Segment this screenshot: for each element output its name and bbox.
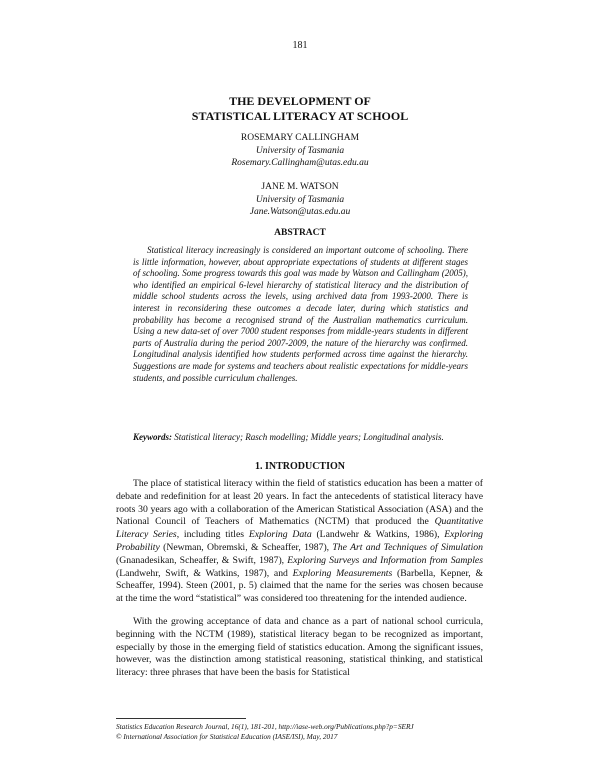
journal-citation: Statistics Education Research Journal, 16(1), 181-201, http://iase-web.org/Publications.php?p=SERJ — [116, 722, 414, 731]
author-email: Jane.Watson@utas.edu.au — [249, 207, 351, 217]
keywords — [133, 432, 468, 444]
abstract-text: Statistical literacy increasingly is considered an important outcome of schooling. There is little information, however, about appropriate expectations of students at different stages of schooling. Some progress towards this goal was made by Watson and Callingham (2005), who identified an empirical 6-level hierarchy of statistical literacy and the distribution of middle school students across the levels, using archived data from 1993-2000. There is interest in reconsidering these outcomes a decade later, during which statistics and probability has become a recognised strand of the Australian mathematics curriculum. Using a new data-set of over 7000 student responses from middle-years students in different parts of Australia during the period 2007-2009, the nature of the hierarchy was confirmed. Longitudinal analysis identified how students performed across time against the hierarchy. Suggestions are made for systems and teachers about realistic expectations for middle-years students, and possible curriculum challenges. — [133, 245, 468, 383]
journal-footer — [116, 722, 516, 741]
title-line-1: THE DEVELOPMENT OF — [229, 94, 371, 108]
section-heading-introduction: 1. INTRODUCTION — [254, 461, 345, 472]
author-name: ROSEMARY CALLINGHAM — [240, 133, 360, 143]
intro-paragraph-1: The place of statistical literacy within the field of statistics education has been a matter of debate and redefinition for at least 20 years. In fact the antecedents of statistical literacy have roots 30 years ago with a collaboration of the American Statistical Association (ASA) and the National Council of Teachers of Mathematics (NCTM) that produced the Quantitative Literacy Series, including titles Exploring Data (Landwehr & Watkins, 1986), Exploring Probability (Newman, Obremski, & Scheaffer, 1987), The Art and Techniques of Simulation (Gnanadesikan, Scheaffer, & Swift, 1987), Exploring Surveys and Information from Samples (Landwehr, Swift, & Watkins, 1987), and Exploring Measurements (Barbella, Kepner, & Scheaffer, 1994). Steen (2001, p. 5) claimed that the name for the series was chosen because at the time the word “statistical” was considered too threatening for the intended audience. — [116, 478, 484, 605]
footnote-divider — [116, 718, 246, 719]
paper-title — [0, 94, 600, 124]
title-line-2: STATISTICAL LITERACY AT SCHOOL — [191, 109, 409, 123]
author-block-2 — [0, 181, 600, 219]
keywords-text: Statistical literacy; Rasch modelling; Middle years; Longitudinal analysis. — [174, 432, 444, 442]
author-block-1 — [0, 132, 600, 170]
author-affiliation: University of Tasmania — [255, 145, 345, 156]
keywords-label: Keywords: — [133, 432, 172, 442]
abstract-heading: ABSTRACT — [274, 228, 326, 238]
copyright-notice: © International Association for Statistical Education (IASE/ISI), May, 2017 — [116, 731, 338, 741]
author-affiliation: University of Tasmania — [255, 194, 345, 205]
page-number: 181 — [292, 40, 308, 51]
intro-paragraph-2: With the growing acceptance of data and chance as a part of national school curricula, beginning with the NCTM (1989), statistical literacy began to be recognized as important, especially by those in the emerging field of statistics education. Among the significant issues, however, was the distinction among statistical reasoning, statistical thinking, and statistical literacy: three phrases that have been the basis for Statistical — [116, 616, 483, 679]
author-email: Rosemary.Callingham@utas.edu.au — [231, 158, 369, 168]
author-name: JANE M. WATSON — [261, 182, 339, 192]
